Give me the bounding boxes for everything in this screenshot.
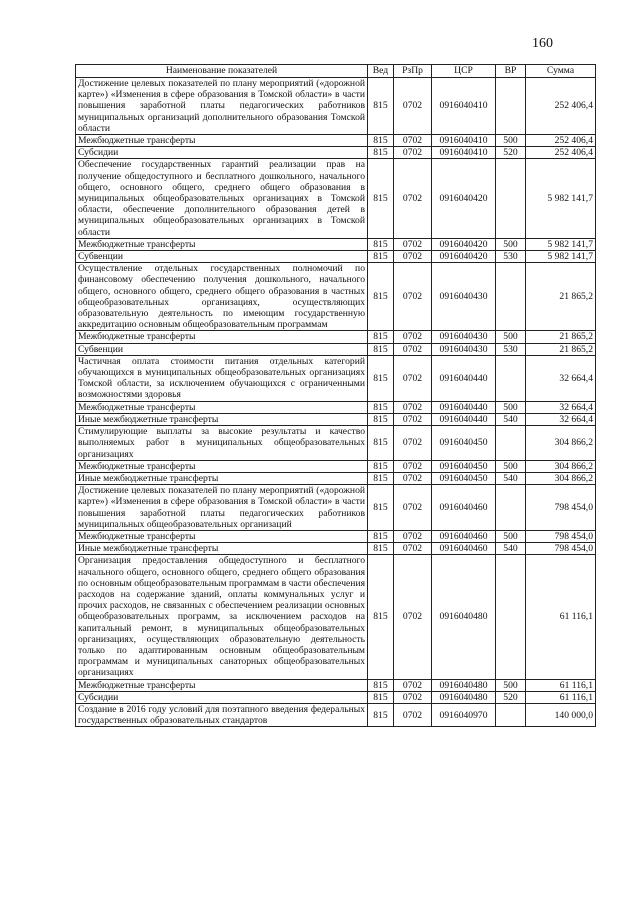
row-name: Межбюджетные трансферты [76, 331, 368, 343]
row-csr: 0916040460 [432, 485, 496, 531]
row-sum: 61 116,1 [526, 555, 596, 679]
row-sum: 252 406,4 [526, 78, 596, 135]
row-rzpr: 0702 [394, 413, 432, 425]
row-rzpr: 0702 [394, 472, 432, 484]
row-ved: 815 [368, 135, 394, 147]
row-sum: 798 454,0 [526, 485, 596, 531]
row-name: Организация предоставления общедоступного и бесплатного начального общего, основного общего, среднего общего образования по основным общеобразовательным программам в части обеспечения расходов на содержание зданий, оплаты коммунальных услуг и прочих расходов, не связанных с обеспечением реализации основных общеобразовательных программ, за исключением расходов на капитальный ремонт, в муниципальных общеобразовательных организациях, осуществляющих образовательную деятельность только по адаптированным основным общеобразовательным программам и муниципальных санаторных общеобразовательных организациях [76, 555, 368, 679]
row-rzpr: 0702 [394, 679, 432, 691]
row-csr: 0916040410 [432, 78, 496, 135]
table-header-row [76, 65, 596, 78]
row-ved: 815 [368, 691, 394, 703]
table-row [76, 251, 596, 263]
row-ved: 815 [368, 413, 394, 425]
row-vr: 500 [496, 401, 526, 413]
row-rzpr: 0702 [394, 401, 432, 413]
row-ved: 815 [368, 472, 394, 484]
row-ved: 815 [368, 703, 394, 726]
row-csr: 0916040410 [432, 147, 496, 159]
row-vr: 500 [496, 679, 526, 691]
row-rzpr: 0702 [394, 530, 432, 542]
row-name: Субвенции [76, 251, 368, 263]
row-vr [496, 426, 526, 461]
table-row [76, 263, 596, 331]
row-sum: 61 116,1 [526, 691, 596, 703]
row-sum: 21 865,2 [526, 331, 596, 343]
page-number: 160 [532, 36, 553, 51]
row-name: Субвенции [76, 343, 368, 355]
row-name: Достижение целевых показателей по плану мероприятий («дорожной карте») «Изменения в сфере образования в Томской области» в части повышения заработной платы педагогических работников муниципальных организаций дополнительного образования Томской области [76, 78, 368, 135]
row-ved: 815 [368, 238, 394, 250]
row-csr: 0916040420 [432, 159, 496, 238]
row-vr: 500 [496, 135, 526, 147]
row-rzpr: 0702 [394, 555, 432, 679]
row-vr: 520 [496, 691, 526, 703]
row-rzpr: 0702 [394, 343, 432, 355]
row-csr: 0916040430 [432, 331, 496, 343]
row-ved: 815 [368, 530, 394, 542]
row-vr [496, 555, 526, 679]
row-csr: 0916040440 [432, 355, 496, 401]
row-ved: 815 [368, 263, 394, 331]
table-row [76, 238, 596, 250]
row-vr: 540 [496, 413, 526, 425]
row-rzpr: 0702 [394, 238, 432, 250]
row-rzpr: 0702 [394, 263, 432, 331]
row-name: Иные межбюджетные трансферты [76, 472, 368, 484]
row-csr: 0916040430 [432, 263, 496, 331]
row-sum: 304 866,2 [526, 472, 596, 484]
row-csr: 0916040450 [432, 426, 496, 461]
row-vr [496, 485, 526, 531]
header-ved: Вед [368, 65, 394, 78]
row-csr: 0916040440 [432, 401, 496, 413]
table-row [76, 355, 596, 401]
row-csr: 0916040480 [432, 555, 496, 679]
row-vr: 500 [496, 331, 526, 343]
row-sum: 5 982 141,7 [526, 238, 596, 250]
row-ved: 815 [368, 485, 394, 531]
row-csr: 0916040420 [432, 251, 496, 263]
row-ved: 815 [368, 343, 394, 355]
row-name: Иные межбюджетные трансферты [76, 413, 368, 425]
row-rzpr: 0702 [394, 426, 432, 461]
header-csr: ЦСР [432, 65, 496, 78]
header-name: Наименование показателей [76, 65, 368, 78]
row-csr: 0916040970 [432, 703, 496, 726]
row-ved: 815 [368, 78, 394, 135]
row-vr: 530 [496, 251, 526, 263]
table-row [76, 543, 596, 555]
row-csr: 0916040480 [432, 679, 496, 691]
row-name: Обеспечение государственных гарантий реализации прав на получение общедоступного и бесплатного дошкольного, начального общего, основного общего, среднего общего образования в муниципальных общеобразовательных организациях в Томской области, обеспечение дополнительного образования детей в муниципальных общеобразовательных организациях в Томской области [76, 159, 368, 238]
table-row [76, 691, 596, 703]
row-rzpr: 0702 [394, 485, 432, 531]
row-rzpr: 0702 [394, 703, 432, 726]
row-vr: 500 [496, 460, 526, 472]
row-csr: 0916040430 [432, 343, 496, 355]
row-sum: 304 866,2 [526, 460, 596, 472]
row-name: Межбюджетные трансферты [76, 679, 368, 691]
row-vr: 520 [496, 147, 526, 159]
row-csr: 0916040410 [432, 135, 496, 147]
row-ved: 815 [368, 251, 394, 263]
row-vr [496, 78, 526, 135]
row-sum: 5 982 141,7 [526, 159, 596, 238]
table-row [76, 343, 596, 355]
row-rzpr: 0702 [394, 355, 432, 401]
table-row [76, 331, 596, 343]
row-sum: 304 866,2 [526, 426, 596, 461]
row-sum: 61 116,1 [526, 679, 596, 691]
table-row [76, 401, 596, 413]
row-name: Субсидии [76, 691, 368, 703]
table-row [76, 460, 596, 472]
row-vr: 530 [496, 343, 526, 355]
row-name: Стимулирующие выплаты за высокие результаты и качество выполняемых работ в муниципальных общеобразовательных организациях [76, 426, 368, 461]
row-ved: 815 [368, 426, 394, 461]
table-row [76, 413, 596, 425]
row-sum: 21 865,2 [526, 343, 596, 355]
table-row [76, 679, 596, 691]
row-name: Межбюджетные трансферты [76, 238, 368, 250]
row-ved: 815 [368, 159, 394, 238]
row-csr: 0916040460 [432, 543, 496, 555]
row-rzpr: 0702 [394, 460, 432, 472]
row-sum: 252 406,4 [526, 147, 596, 159]
table-row [76, 426, 596, 461]
table-row [76, 703, 596, 726]
row-csr: 0916040450 [432, 460, 496, 472]
row-sum: 798 454,0 [526, 543, 596, 555]
row-ved: 815 [368, 331, 394, 343]
row-csr: 0916040450 [432, 472, 496, 484]
row-vr: 540 [496, 543, 526, 555]
row-name: Межбюджетные трансферты [76, 401, 368, 413]
row-name: Субсидии [76, 147, 368, 159]
header-rzpr: РзПр [394, 65, 432, 78]
row-name: Частичная оплата стоимости питания отдельных категорий обучающихся в муниципальных общеобразовательных организациях Томской области, за исключением обучающихся с ограниченными возможностями здоровья [76, 355, 368, 401]
row-sum: 798 454,0 [526, 530, 596, 542]
table-row [76, 485, 596, 531]
row-ved: 815 [368, 401, 394, 413]
row-vr [496, 355, 526, 401]
row-name: Межбюджетные трансферты [76, 530, 368, 542]
row-vr [496, 159, 526, 238]
row-vr [496, 263, 526, 331]
row-ved: 815 [368, 679, 394, 691]
table-row [76, 135, 596, 147]
row-name: Иные межбюджетные трансферты [76, 543, 368, 555]
row-ved: 815 [368, 460, 394, 472]
row-name: Осуществление отдельных государственных полномочий по финансовому обеспечению получения дошкольного, начального общего, основного общего, среднего общего образования в частных общеобразовательных организациях, осуществляющих образовательную деятельность по имеющим государственную аккредитацию основным общеобразовательным программам [76, 263, 368, 331]
row-name: Создание в 2016 году условий для поэтапного введения федеральных государственных образовательных стандартов [76, 703, 368, 726]
row-vr: 500 [496, 238, 526, 250]
row-vr: 500 [496, 530, 526, 542]
row-sum: 21 865,2 [526, 263, 596, 331]
row-name: Достижение целевых показателей по плану мероприятий («дорожной карте») «Изменения в сфере образования в Томской области» в части повышения заработной платы педагогических работников муниципальных общеобразовательных организаций [76, 485, 368, 531]
row-ved: 815 [368, 355, 394, 401]
row-rzpr: 0702 [394, 251, 432, 263]
row-sum: 32 664,4 [526, 401, 596, 413]
row-rzpr: 0702 [394, 159, 432, 238]
table-row [76, 555, 596, 679]
row-csr: 0916040460 [432, 530, 496, 542]
table-row [76, 147, 596, 159]
row-ved: 815 [368, 555, 394, 679]
table-row [76, 159, 596, 238]
row-sum: 252 406,4 [526, 135, 596, 147]
row-rzpr: 0702 [394, 78, 432, 135]
row-csr: 0916040440 [432, 413, 496, 425]
row-csr: 0916040480 [432, 691, 496, 703]
row-ved: 815 [368, 147, 394, 159]
table-row [76, 530, 596, 542]
row-name: Межбюджетные трансферты [76, 460, 368, 472]
row-rzpr: 0702 [394, 147, 432, 159]
row-sum: 5 982 141,7 [526, 251, 596, 263]
row-rzpr: 0702 [394, 135, 432, 147]
table-row [76, 472, 596, 484]
row-sum: 140 000,0 [526, 703, 596, 726]
row-ved: 815 [368, 543, 394, 555]
row-csr: 0916040420 [432, 238, 496, 250]
row-name: Межбюджетные трансферты [76, 135, 368, 147]
row-vr [496, 703, 526, 726]
row-vr: 540 [496, 472, 526, 484]
row-sum: 32 664,4 [526, 355, 596, 401]
header-vr: ВР [496, 65, 526, 78]
row-sum: 32 664,4 [526, 413, 596, 425]
budget-table [75, 64, 596, 727]
header-sum: Сумма [526, 65, 596, 78]
row-rzpr: 0702 [394, 331, 432, 343]
row-rzpr: 0702 [394, 543, 432, 555]
row-rzpr: 0702 [394, 691, 432, 703]
table-row [76, 78, 596, 135]
